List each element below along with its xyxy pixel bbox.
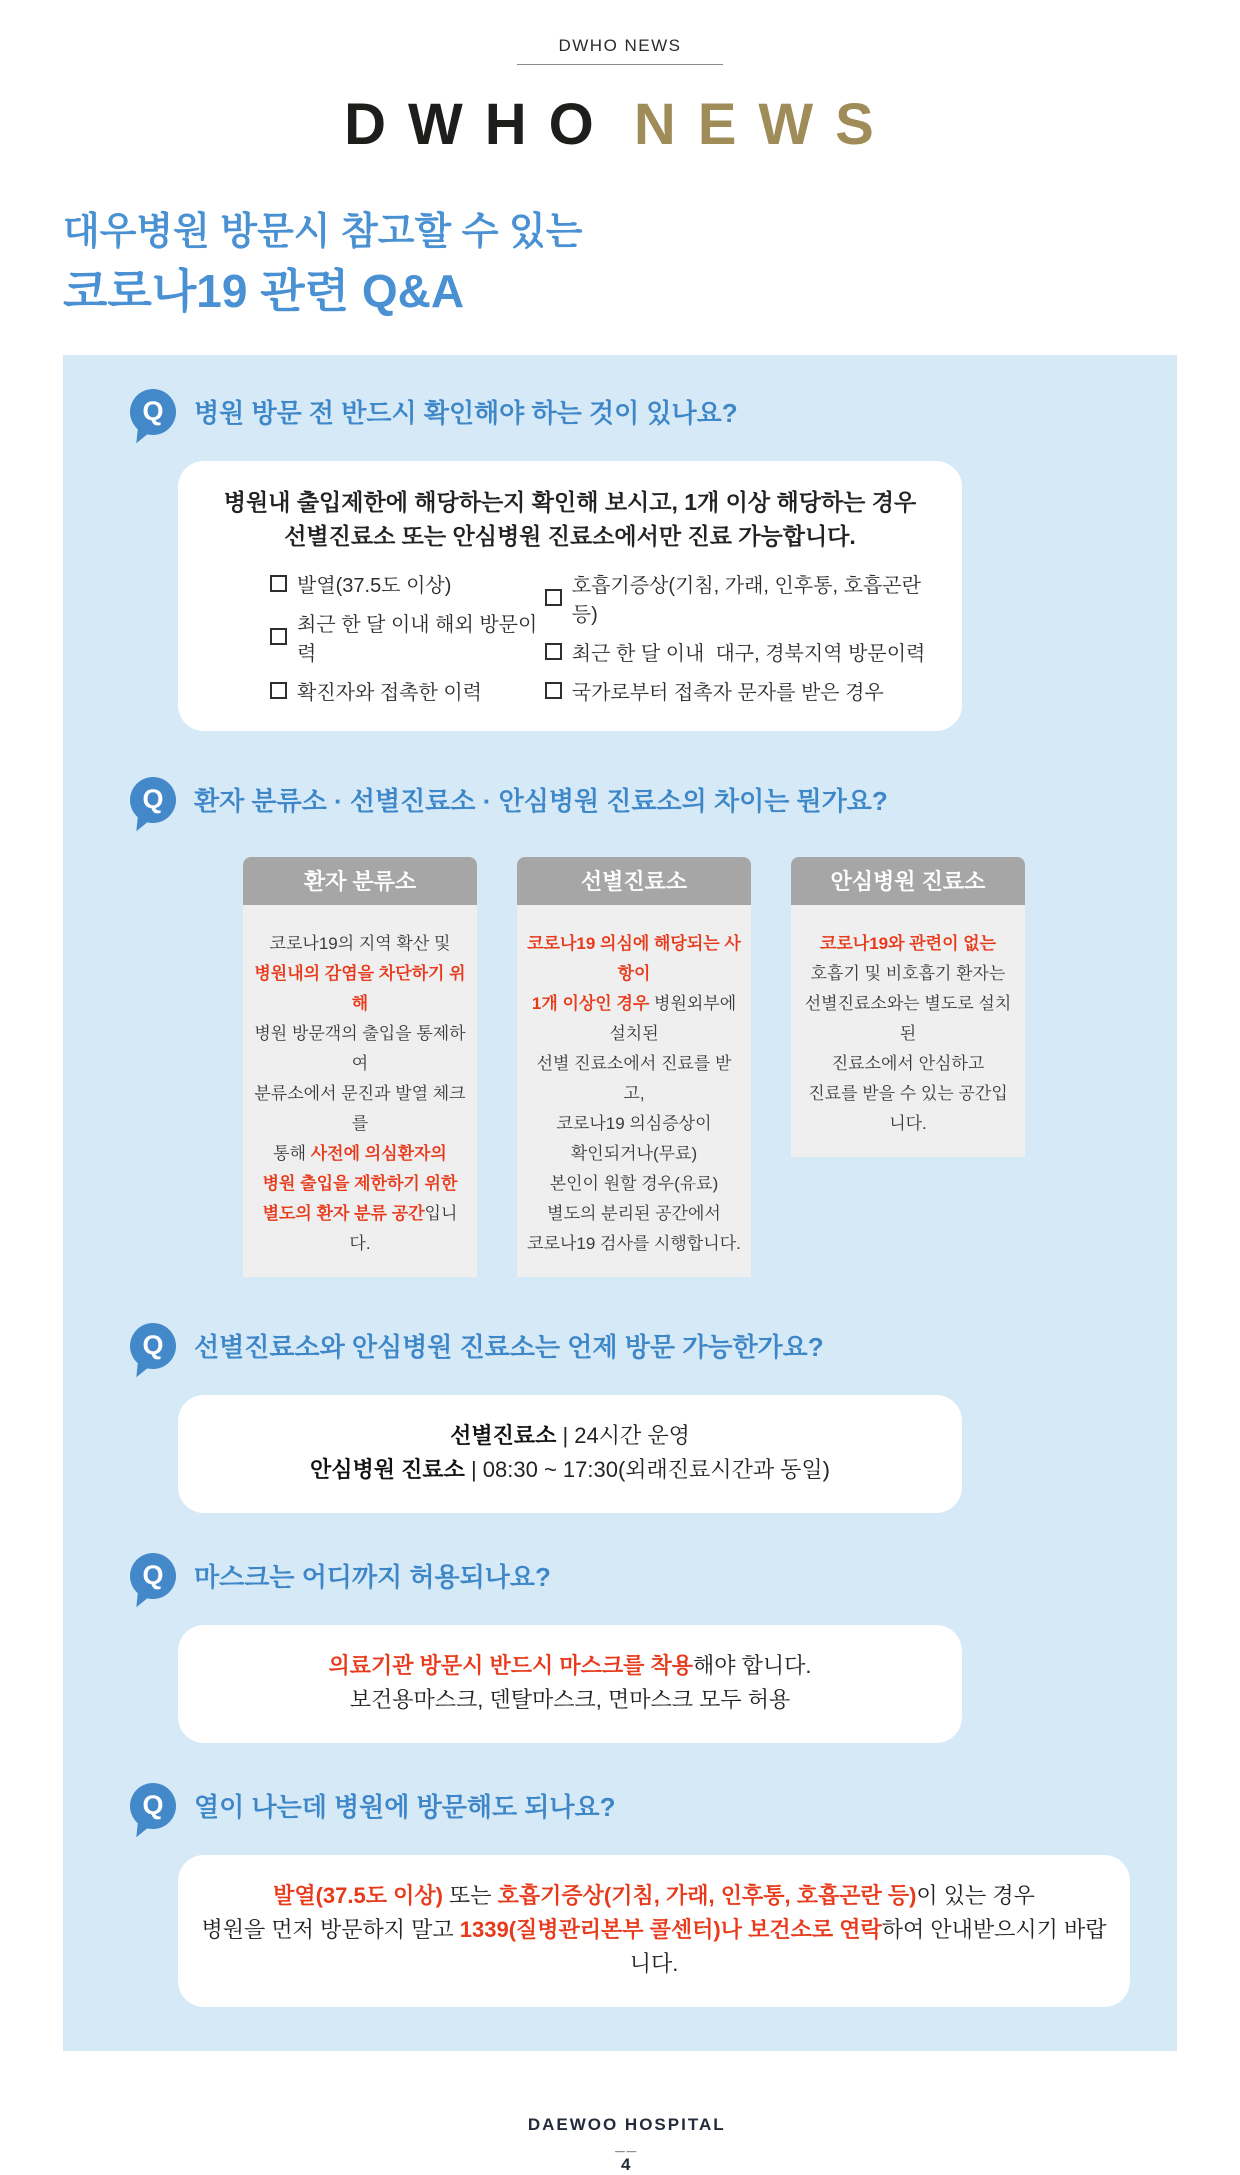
- entry-restriction-checklist: [198, 569, 942, 705]
- question-row-5: [130, 1783, 1177, 1829]
- answer-1-intro: 병원내 출입제한에 해당하는지 확인해 보시고, 1개 이상 해당하는 경우 선별진료소 또는 안심병원 진료소에서만 진료 가능합니다.: [223, 488, 917, 549]
- question-1-text: 병원 방문 전 반드시 확인해야 하는 것이 있나요?: [194, 398, 738, 429]
- checklist-item: [270, 676, 545, 705]
- q-bubble-icon: Q: [130, 1783, 176, 1829]
- checklist-item-label: 확진자와 접촉한 이력: [297, 681, 482, 704]
- checkbox-icon: [545, 589, 562, 606]
- answer-box-1: [178, 461, 962, 731]
- eyebrow-divider: [517, 64, 723, 65]
- page-heading-line2: 코로나19 관련 Q&A: [63, 264, 465, 317]
- question-row-2: [130, 777, 1177, 823]
- card-screening-clinic: [517, 857, 751, 1277]
- question-row-4: [130, 1553, 1177, 1599]
- answer-box-4: 의료기관 방문시 반드시 마스크를 착용해야 합니다. 보건용마스크, 덴탈마스크, 면마스크 모두 허용: [178, 1625, 962, 1743]
- q-bubble-icon: Q: [130, 389, 176, 435]
- checkbox-icon: [270, 682, 287, 699]
- newsletter-title: [0, 91, 1240, 158]
- page-footer: [0, 2095, 1240, 2175]
- question-5-text: 열이 나는데 병원에 방문해도 되나요?: [194, 1792, 616, 1823]
- page-heading-line1: 대우병원 방문시 참고할 수 있는: [63, 211, 583, 253]
- footer-separator: __: [615, 2134, 639, 2154]
- card-title: 선별진료소: [517, 857, 751, 905]
- q-bubble-icon: Q: [130, 1323, 176, 1369]
- checkbox-icon: [545, 682, 562, 699]
- checklist-right-column: [545, 569, 942, 705]
- checklist-item: [545, 569, 942, 627]
- checklist-left-column: [270, 569, 545, 705]
- checkbox-icon: [545, 643, 562, 660]
- page-heading: [63, 210, 1240, 319]
- question-3-text: 선별진료소와 안심병원 진료소는 언제 방문 가능한가요?: [194, 1332, 824, 1363]
- checklist-item: [270, 569, 545, 598]
- checklist-item: [270, 608, 545, 666]
- card-body: 코로나19 의심에 해당되는 사항이 1개 이상인 경우 병원외부에 설치된 선별 진료소에서 진료를 받고, 코로나19 의심증상이 확인되거나(무료) 본인이 원할 경우(유료) 별도의 분리된 공간에서 코로나19 검사를 시행합니다.: [517, 905, 751, 1277]
- checkbox-icon: [270, 628, 287, 645]
- card-body: 코로나19의 지역 확산 및 병원내의 감염을 차단하기 위해 병원 방문객의 출입을 통제하여 분류소에서 문진과 발열 체크를 통해 사전에 의심환자의 병원 출입을 제한하기 위한 별도의 환자 분류 공간입니다.: [243, 905, 477, 1277]
- facility-cards-row: [243, 857, 1177, 1277]
- card-body: 코로나19와 관련이 없는 호흡기 및 비호흡기 환자는 선별진료소와는 별도로 설치 된 진료소에서 안심하고 진료를 받을 수 있는 공간입니다.: [791, 905, 1025, 1157]
- qa-panel: [63, 355, 1177, 2051]
- card-safe-hospital-clinic: [791, 857, 1025, 1277]
- checklist-item-label: 호흡기증상(기침, 가래, 인후통, 호흡곤란 등): [571, 574, 927, 626]
- title-gold-part: NEWS: [633, 92, 896, 157]
- checklist-item-label: 국가로부터 접촉자 문자를 받은 경우: [571, 681, 884, 704]
- card-patient-triage: [243, 857, 477, 1277]
- card-title: 안심병원 진료소: [791, 857, 1025, 905]
- question-4-text: 마스크는 어디까지 허용되나요?: [194, 1562, 551, 1593]
- newsletter-eyebrow: DWHO NEWS: [558, 36, 682, 55]
- question-2-text: 환자 분류소 · 선별진료소 · 안심병원 진료소의 차이는 뭔가요?: [194, 786, 888, 817]
- checklist-item: [545, 676, 942, 705]
- checklist-item: [545, 637, 942, 666]
- q-bubble-icon: Q: [130, 777, 176, 823]
- question-row-3: [130, 1323, 1177, 1369]
- card-title: 환자 분류소: [243, 857, 477, 905]
- checklist-item-label: 발열(37.5도 이상): [297, 574, 452, 597]
- answer-box-3: 선별진료소 | 24시간 운영 안심병원 진료소 | 08:30 ~ 17:30(외래진료시간과 동일): [178, 1395, 962, 1513]
- checklist-item-label: 최근 한 달 이내 대구, 경북지역 방문이력: [571, 642, 926, 665]
- footer-page-number: 4: [620, 2154, 633, 2174]
- answer-box-5: 발열(37.5도 이상) 또는 호흡기증상(기침, 가래, 인후통, 호흡곤란 등)이 있는 경우 병원을 먼저 방문하지 말고 1339(질병관리본부 콜센터)나 보건소로 연락하여 안내받으시기 바랍니다.: [178, 1855, 1130, 2007]
- checklist-item-label: 최근 한 달 이내 해외 방문이력: [297, 613, 538, 665]
- footer-brand: DAEWOO HOSPITAL: [527, 2114, 726, 2134]
- question-row-1: [130, 389, 1177, 435]
- q-bubble-icon: Q: [130, 1553, 176, 1599]
- checkbox-icon: [270, 575, 287, 592]
- title-dark-part: DWHO: [344, 92, 616, 157]
